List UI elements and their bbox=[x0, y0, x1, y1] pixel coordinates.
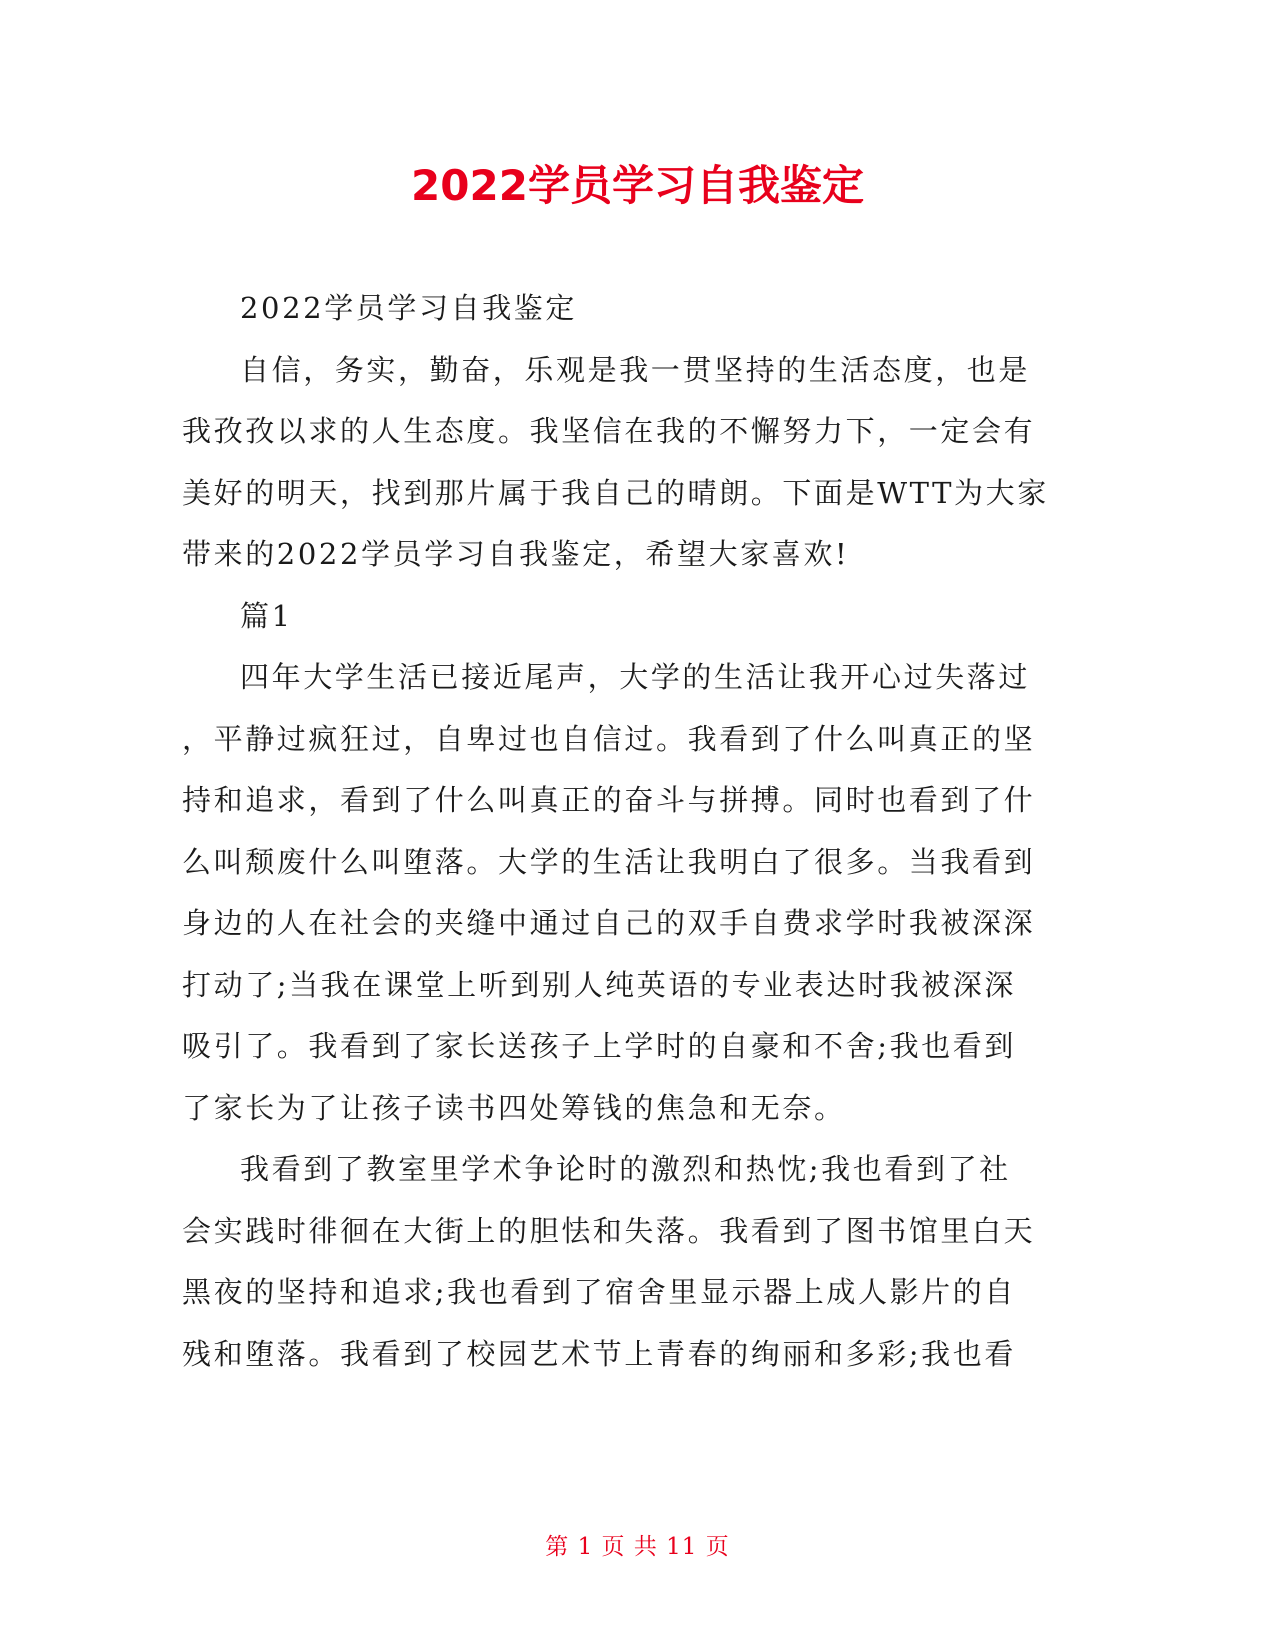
paragraph-line: 2022学员学习自我鉴定 bbox=[240, 291, 578, 325]
footer-prefix: 第 bbox=[545, 1534, 570, 1560]
paragraph-line: 带来的2022学员学习自我鉴定，希望大家喜欢! bbox=[182, 537, 850, 571]
paragraph-line: 四年大学生活已接近尾声，大学的生活让我开心过失落过 bbox=[240, 660, 1031, 694]
paragraph-line: 我看到了教室里学术争论时的激烈和热忱;我也看到了社 bbox=[240, 1152, 1011, 1186]
paragraph-line: ，平静过疯狂过，自卑过也自信过。我看到了什么叫真正的坚 bbox=[182, 721, 1036, 756]
paragraph-line: 我孜孜以求的人生态度。我坚信在我的不懈努力下，一定会有 bbox=[182, 414, 1036, 448]
paragraph-line: 持和追求，看到了什么叫真正的奋斗与拼搏。同时也看到了什 bbox=[182, 783, 1036, 817]
paragraph bbox=[182, 346, 1049, 592]
page-footer bbox=[0, 1532, 1275, 1562]
footer-mid: 页 共 bbox=[601, 1534, 658, 1560]
document-body bbox=[182, 284, 1049, 1391]
paragraph bbox=[182, 1145, 1042, 1391]
paragraph-line: 自信，务实，勤奋，乐观是我一贯坚持的生活态度，也是 bbox=[240, 352, 1031, 387]
paragraph-line: 美好的明天，找到那片属于我自己的晴朗。下面是WTT为大家 bbox=[182, 475, 1049, 510]
paragraph-line: 吸引了。我看到了家长送孩子上学时的自豪和不舍;我也看到 bbox=[182, 1029, 1016, 1063]
paragraph-line: 打动了;当我在课堂上听到别人纯英语的专业表达时我被深深 bbox=[182, 967, 1016, 1002]
paragraph bbox=[182, 284, 1042, 346]
page-title: 2022学员学习自我鉴定 bbox=[411, 161, 864, 210]
paragraph-line: 么叫颓废什么叫堕落。大学的生活让我明白了很多。当我看到 bbox=[182, 844, 1036, 879]
section-heading: 篇1 bbox=[240, 598, 293, 633]
paragraph-line: 身边的人在社会的夹缝中通过自己的双手自费求学时我被深深 bbox=[182, 906, 1036, 940]
total-page-count: 11 bbox=[666, 1534, 698, 1560]
paragraph bbox=[182, 592, 1042, 654]
current-page-number: 1 bbox=[577, 1534, 594, 1560]
paragraph-line: 会实践时徘徊在大街上的胆怯和失落。我看到了图书馆里白天 bbox=[182, 1213, 1036, 1248]
paragraph-line: 了家长为了让孩子读书四处筹钱的焦急和无奈。 bbox=[182, 1090, 846, 1125]
paragraph-line: 残和堕落。我看到了校园艺术节上青春的绚丽和多彩;我也看 bbox=[182, 1336, 1016, 1371]
footer-suffix: 页 bbox=[705, 1534, 730, 1560]
paragraph bbox=[182, 653, 1042, 1145]
paragraph-line: 黑夜的坚持和追求;我也看到了宿舍里显示器上成人影片的自 bbox=[182, 1275, 1016, 1309]
